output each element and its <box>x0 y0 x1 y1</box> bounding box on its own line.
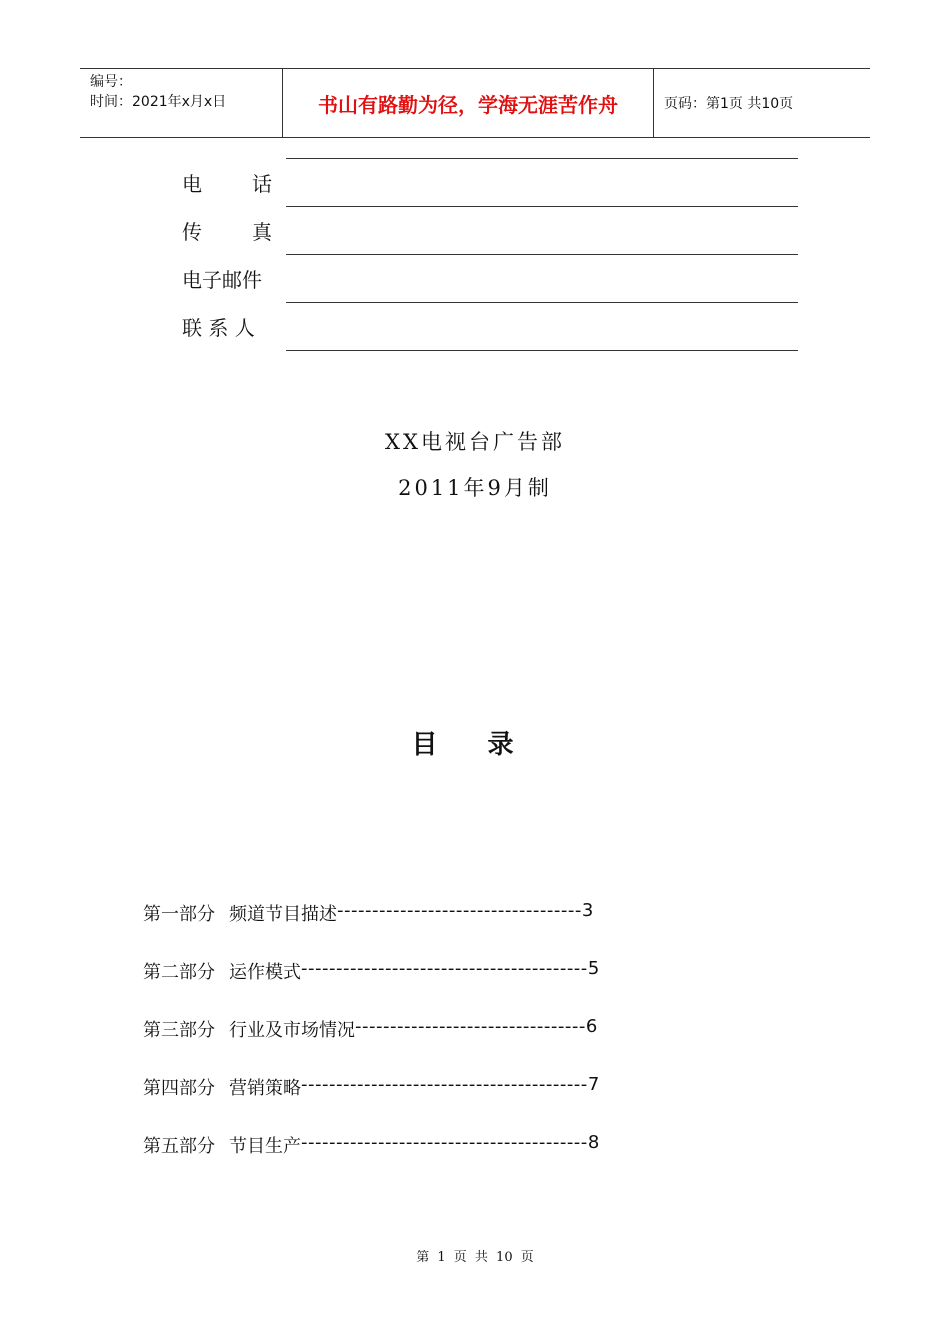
toc-leader: ----------------------------------- <box>337 900 582 921</box>
toc-item-title: 节目生产 <box>229 1136 301 1157</box>
contact-row-person <box>182 302 798 350</box>
toc-leader: --------------------------------- <box>355 1016 586 1037</box>
organization-date: 2011年9月制 <box>398 476 552 500</box>
toc-part-label: 第二部分 <box>143 962 215 983</box>
toc-item-title: 频道节目描述 <box>229 904 337 925</box>
document-number-label: 编号： <box>90 74 132 90</box>
contact-row-fax <box>182 206 798 254</box>
email-field-line <box>286 254 798 303</box>
toc-item-title: 营销策略 <box>229 1078 301 1099</box>
toc-part-label: 第四部分 <box>143 1078 215 1099</box>
phone-label: 电 话 <box>182 171 272 196</box>
toc-item-title: 行业及市场情况 <box>229 1020 355 1041</box>
toc-leader: ----------------------------------------- <box>301 1074 588 1095</box>
header-page-info: 页码：第1页 共10页 <box>664 96 794 112</box>
toc-item[interactable] <box>143 958 683 1016</box>
toc-part-label: 第三部分 <box>143 1020 215 1041</box>
toc-item[interactable] <box>143 1016 683 1074</box>
toc-item[interactable] <box>143 1132 683 1190</box>
fax-field-line <box>286 206 798 255</box>
email-label: 电子邮件 <box>182 267 262 292</box>
toc-item[interactable] <box>143 900 683 958</box>
toc-heading: 目录 <box>411 730 564 760</box>
organization-name: XX电视台广告部 <box>385 430 565 454</box>
contact-form <box>182 158 798 350</box>
page-footer: 第 1 页 共 10 页 <box>416 1250 534 1265</box>
fax-label: 传 真 <box>182 219 272 244</box>
toc-page-number: 7 <box>587 1074 600 1095</box>
contact-person-label: 联 系 人 <box>182 315 255 340</box>
toc-page-number: 8 <box>587 1132 600 1153</box>
toc-page-number: 6 <box>585 1016 598 1037</box>
header-meta <box>80 69 282 137</box>
toc-part-label: 第一部分 <box>143 904 215 925</box>
table-of-contents <box>143 900 683 1190</box>
document-time-label: 时间：2021年x月x日 <box>90 94 227 110</box>
toc-item-title: 运作模式 <box>229 962 301 983</box>
contact-row-email <box>182 254 798 302</box>
phone-field-line <box>286 158 798 207</box>
page-header <box>80 68 870 138</box>
toc-leader: ----------------------------------------- <box>301 958 588 979</box>
contact-person-field-line <box>286 302 798 351</box>
header-motto: 书山有路勤为径，学海无涯苦作舟 <box>282 69 654 137</box>
contact-row-phone <box>182 158 798 206</box>
toc-page-number: 5 <box>587 958 600 979</box>
toc-part-label: 第五部分 <box>143 1136 215 1157</box>
toc-leader: ----------------------------------------- <box>301 1132 588 1153</box>
toc-item[interactable] <box>143 1074 683 1132</box>
toc-page-number: 3 <box>581 900 594 921</box>
